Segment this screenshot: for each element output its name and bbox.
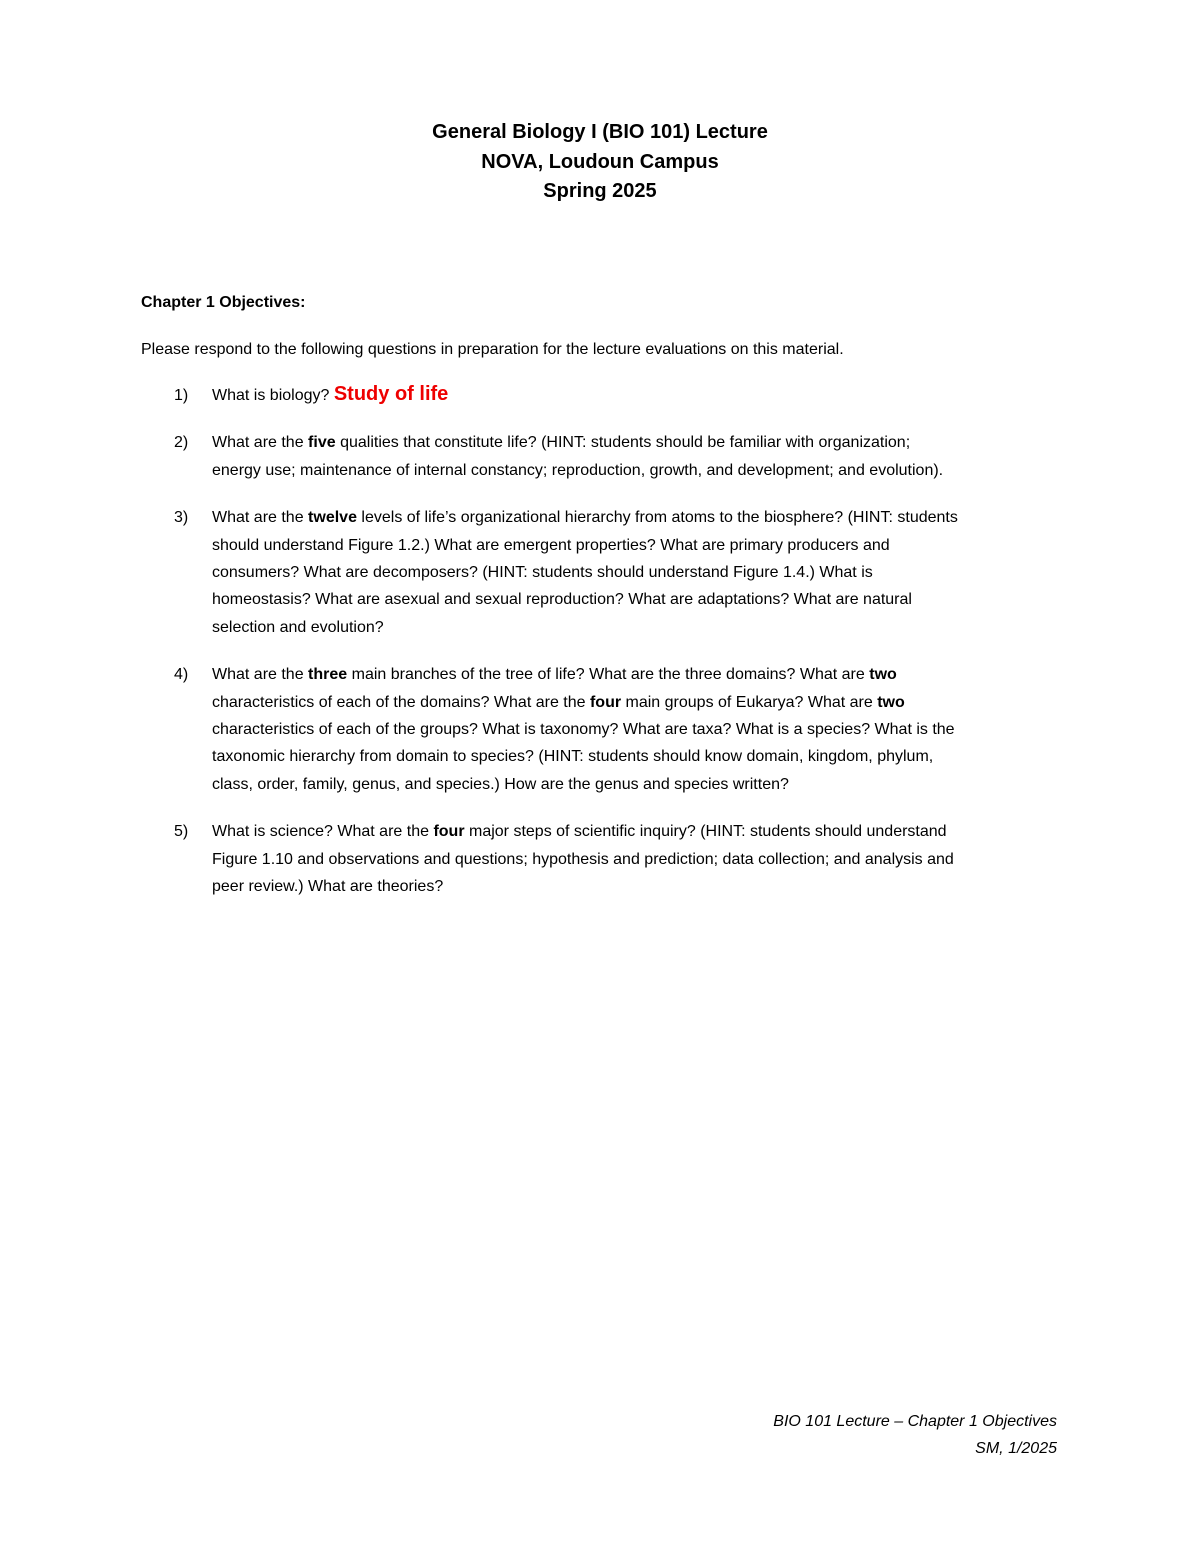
question-segment: characteristics of each of the groups? What is taxonomy? What are taxa? What is a species? What is the [212,721,955,739]
question-segment: energy use; maintenance of internal constancy; reproduction, growth, and development; and evolution). [212,461,944,479]
question-text [212,818,1060,900]
question-line [212,429,1060,456]
question-number: 4) [174,666,189,684]
question-list [0,382,1200,921]
question-text [212,429,1060,484]
emphasis-keyword: twelve [308,509,357,527]
question-line [212,771,1060,798]
question-segment: selection and evolution? [212,618,384,636]
question-item [0,818,1200,900]
emphasis-keyword: four [433,823,465,841]
question-item [0,382,1200,409]
question-text [212,382,1060,409]
semester: Spring 2025 [543,180,657,202]
question-segment: main branches of the tree of life? What are the three domains? What are [347,666,870,684]
question-segment: taxonomic hierarchy from domain to species? (HINT: students should know domain, kingdom, phylum, [212,748,934,766]
question-item [0,429,1200,484]
question-line [212,689,1060,716]
question-line [212,846,1060,873]
question-segment: qualities that constitute life? (HINT: students should be familiar with organization; [335,434,911,452]
question-segment: Figure 1.10 and observations and questions; hypothesis and prediction; data collection; and analysis and [212,850,954,868]
question-segment: What are the [212,666,309,684]
footer-author-date: SM, 1/2025 [975,1440,1057,1457]
question-line [212,532,1060,559]
question-line [212,457,1060,484]
question-line [212,586,1060,613]
section-title: Chapter 1 Objectives: [141,294,306,311]
question-segment: What are the [212,509,309,527]
question-item [0,661,1200,798]
emphasis-keyword: four [589,693,622,711]
question-segment: homeostasis? What are asexual and sexual reproduction? What are adaptations? What are natural [212,591,912,609]
question-number: 5) [174,823,189,841]
question-text [212,504,1060,641]
document-header [0,118,1200,207]
emphasis-keyword: three [308,666,348,684]
course-title: General Biology I (BIO 101) Lecture [432,121,768,143]
question-item [0,504,1200,641]
question-line [212,818,1060,845]
question-number: 3) [174,509,189,527]
question-number: 1) [174,387,189,404]
question-segment: peer review.) What are theories? [212,878,444,896]
emphasis-keyword: five [308,434,336,452]
handwritten-answer: Study of life [333,383,449,405]
question-segment: major steps of scientific inquiry? (HINT: students should understand [464,823,947,841]
question-segment: What are the [212,434,309,452]
question-segment: consumers? What are decomposers? (HINT: students should understand Figure 1.4.) What is [212,564,873,582]
question-segment: What is biology? [212,387,334,404]
question-segment: class, order, family, genus, and species.) How are the genus and species written? [212,775,789,793]
intro-paragraph: Please respond to the following questions in preparation for the lecture evaluations on this material. [141,341,844,358]
question-line [212,382,1060,409]
question-line [212,559,1060,586]
question-text [212,661,1060,798]
question-number: 2) [174,434,189,452]
campus-name: NOVA, Loudoun Campus [481,150,719,173]
document-footer [773,1408,1057,1462]
question-line [212,614,1060,641]
emphasis-keyword: two [869,666,897,684]
question-line [212,716,1060,743]
question-line [212,504,1060,531]
question-segment: characteristics of each of the domains? What are the [212,693,590,711]
emphasis-keyword: two [877,693,905,711]
question-line [212,873,1060,900]
question-line [212,743,1060,770]
question-segment: What is science? What are the [212,823,434,841]
question-segment: levels of life’s organizational hierarchy from atoms to the biosphere? (HINT: students [356,509,958,527]
question-line [212,661,1060,688]
question-segment: main groups of Eukarya? What are [621,693,878,711]
question-segment: should understand Figure 1.2.) What are emergent properties? What are primary producers and [212,536,890,554]
footer-title: BIO 101 Lecture – Chapter 1 Objectives [773,1413,1057,1430]
